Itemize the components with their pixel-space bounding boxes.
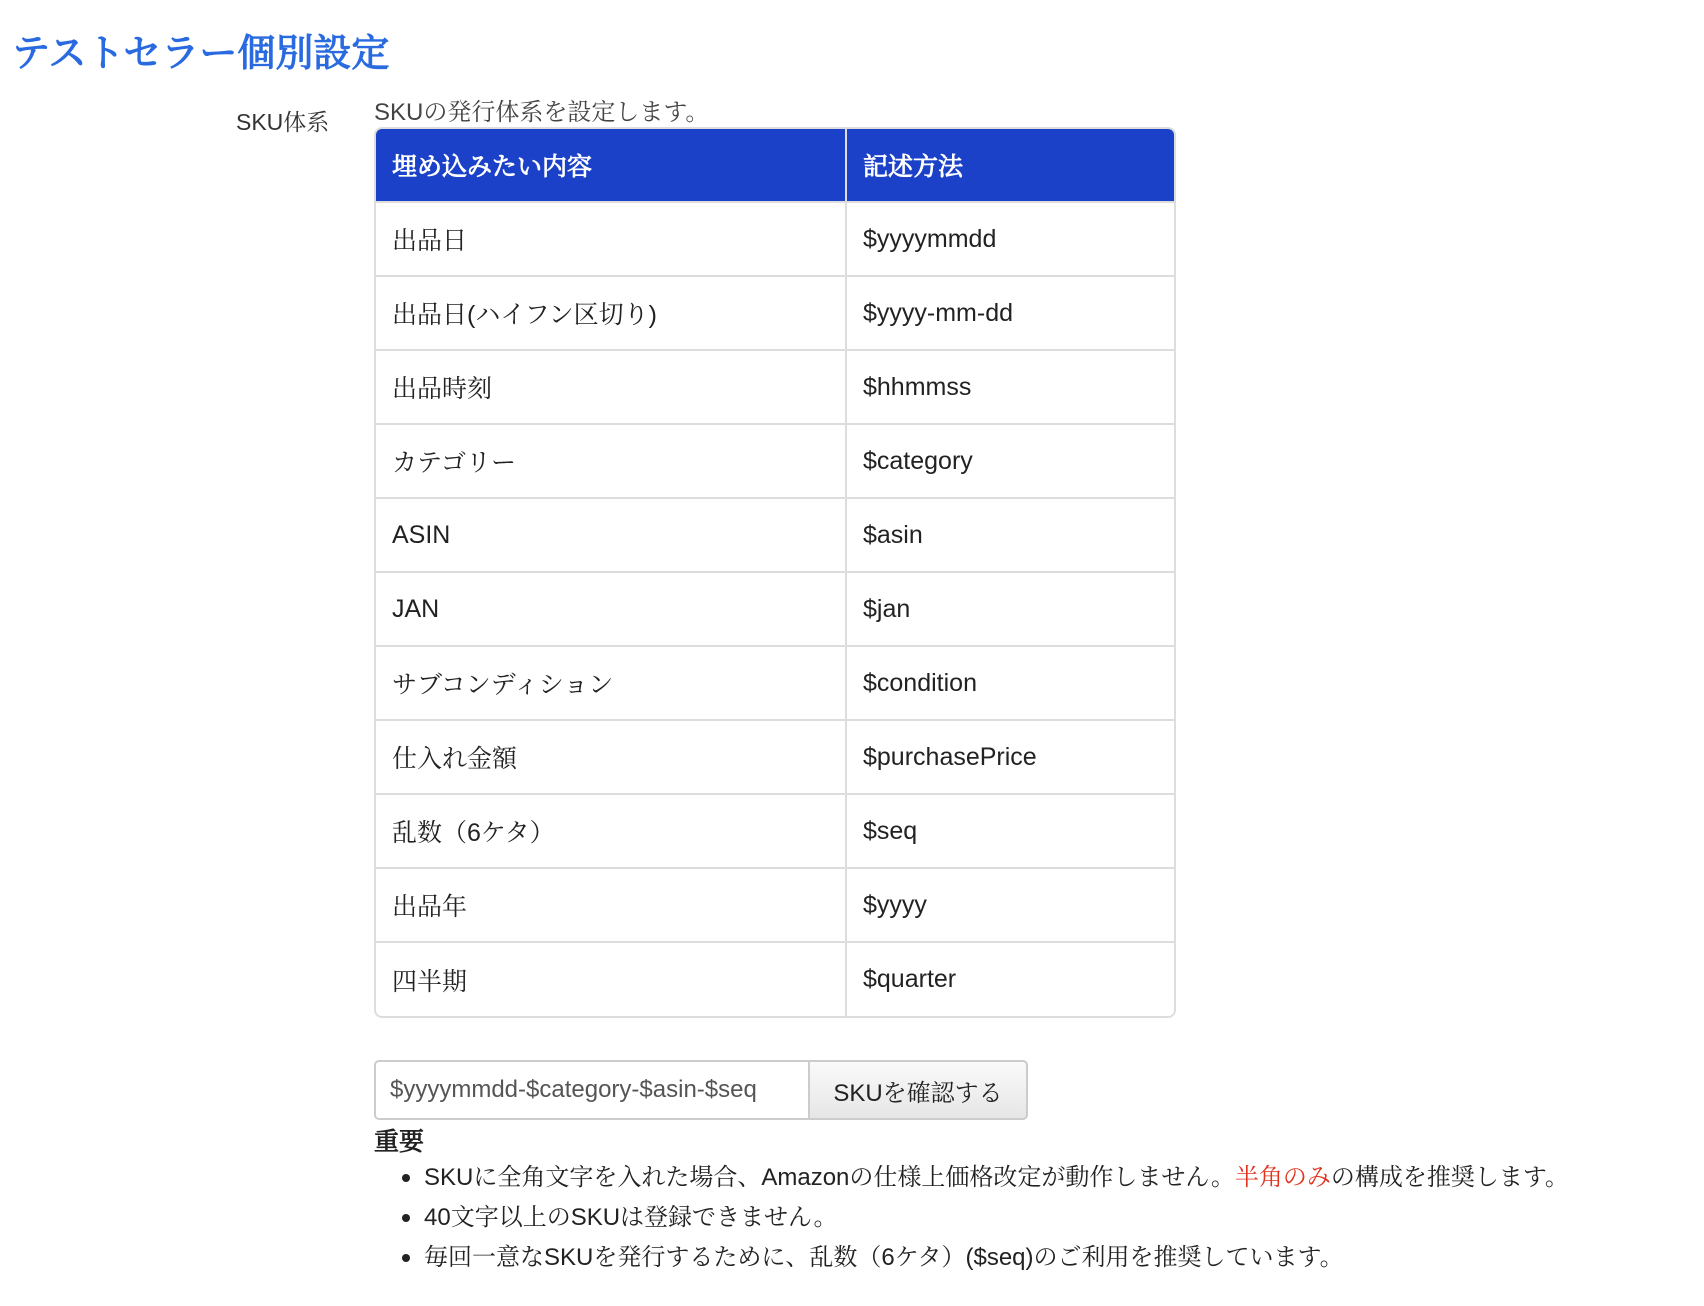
cell-content: 出品時刻 [376,350,846,424]
table-row [376,942,1174,1016]
cell-syntax: $jan [846,572,1174,646]
note-highlight: 半角のみ [1234,1164,1331,1191]
sku-syntax-table [374,127,1176,1018]
note-text: SKUに全角文字を入れた場合、Amazonの仕様上価格改定が動作しません。 [424,1164,1235,1191]
cell-content: 仕入れ金額 [376,720,846,794]
list-item: 毎回一意なSKUを発行するために、乱数（6ケタ）($seq)のご利用を推奨しています。 [424,1238,1569,1278]
cell-syntax: $purchasePrice [846,720,1174,794]
cell-content: 乱数（6ケタ） [376,794,846,868]
cell-content: 出品日 [376,202,846,276]
cell-syntax: $yyyymmdd [846,202,1174,276]
table-row [376,572,1174,646]
cell-content: 四半期 [376,942,846,1016]
list-item [424,1158,1569,1198]
table-row [376,498,1174,572]
table-row [376,202,1174,276]
sku-system-label: SKU体系 [236,109,330,135]
table-row [376,646,1174,720]
cell-syntax: $condition [846,646,1174,720]
check-sku-button[interactable]: SKUを確認する [808,1060,1028,1120]
cell-syntax: $asin [846,498,1174,572]
cell-syntax: $category [846,424,1174,498]
cell-syntax: $yyyy-mm-dd [846,276,1174,350]
sku-pattern-input[interactable] [374,1060,808,1120]
note-text: の構成を推奨します。 [1330,1164,1569,1191]
list-item: 40文字以上のSKUは登録できません。 [424,1198,1569,1238]
sku-input-group [374,1060,1028,1120]
cell-content: ASIN [376,498,846,572]
cell-syntax: $hhmmss [846,350,1174,424]
table-row [376,350,1174,424]
cell-syntax: $yyyy [846,868,1174,942]
cell-content: 出品日(ハイフン区切り) [376,276,846,350]
table-header-row [376,129,1174,202]
cell-content: カテゴリー [376,424,846,498]
cell-syntax: $seq [846,794,1174,868]
table-row [376,424,1174,498]
table-row [376,720,1174,794]
notes-heading: 重要 [374,1128,425,1156]
sku-description: SKUの発行体系を設定します。 [374,99,710,126]
cell-content: サブコンディション [376,646,846,720]
page-title: テストセラー個別設定 [12,31,390,75]
cell-syntax: $quarter [846,942,1174,1016]
column-header-syntax: 記述方法 [846,129,1174,202]
column-header-content: 埋め込みたい内容 [376,129,846,202]
table-row [376,276,1174,350]
notes-list [374,1158,1569,1278]
table-row [376,794,1174,868]
table-row [376,868,1174,942]
cell-content: JAN [376,572,846,646]
cell-content: 出品年 [376,868,846,942]
